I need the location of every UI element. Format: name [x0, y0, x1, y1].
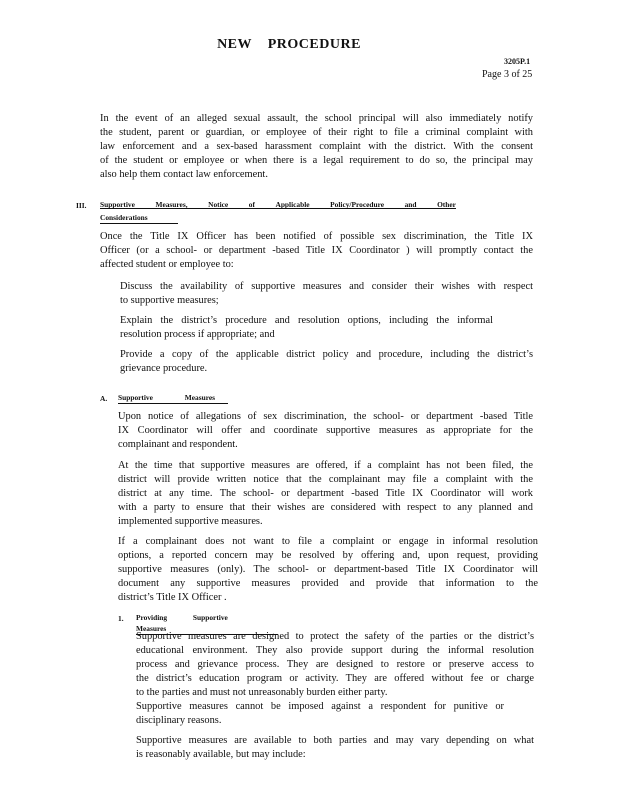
- item-heading: Providing Supportive Measures: [136, 612, 278, 635]
- lead-line: Officer (or a school- or department -based Title IX Coordinator ) will promptly contact the: [100, 245, 533, 256]
- page-title: NEW PROCEDURE: [217, 37, 361, 52]
- subsection-letter: A.: [100, 394, 108, 403]
- subsection-paragraph: At the time that supportive measures are offered, if a complaint has not been filed, the district will provide written notice that the complainant may file a complaint with the district at any time. The school- or department -based Title IX Coordinator will work with a party to ensure that their wishes are considered with respect to any planned and implemented supportive measures.: [118, 460, 533, 527]
- page-number: Page 3 of 25: [482, 69, 533, 80]
- section-heading-word: Notice: [208, 200, 229, 209]
- section-heading-word: of: [248, 200, 255, 209]
- section-heading-word: Measures,: [155, 200, 188, 209]
- section-heading-line2: Considerations: [100, 212, 178, 224]
- section-number: III.: [76, 201, 87, 210]
- lead-line: Once the Title IX Officer has been notified of possible sex discrimination, the Title IX: [100, 231, 533, 242]
- item-paragraph: Supportive measures are available to both parties and may vary depending on what is reasonably available, but may include:: [136, 735, 534, 760]
- section-heading-word: Supportive: [100, 200, 135, 209]
- intro-line: of the student or employee or when there is a legal requirement to do so, the principal may: [100, 155, 533, 166]
- section-heading-word: Policy/Procedure: [330, 200, 385, 209]
- subsection-paragraph: Upon notice of allegations of sex discrimination, the school- or department -based Title IX Coordinator will offer and coordinate supportive measures as appropriate for the complainant and respondent.: [118, 411, 533, 450]
- bullet-item: Discuss the availability of supportive measures and consider their wishes with respect to supportive measures;: [120, 281, 533, 306]
- subsection-paragraph: If a complainant does not want to file a complaint or engage in informal resolution options, a reported concern may be resolved by offering and, upon request, providing supportive measures (only). The school- or department-based Title IX Coordinator will document any supportive measures provided and provide that information to the district’s Title IX Officer .: [118, 536, 538, 603]
- document-number: 3205P.1: [504, 57, 531, 66]
- section-heading-underline: [100, 208, 456, 209]
- intro-paragraph: [100, 112, 533, 182]
- subsection-heading: Supportive Measures: [118, 392, 228, 404]
- item-paragraph: Supportive measures are designed to protect the safety of the parties or the district’s educational environment. They also provide support during the informal resolution process and grievance process. They are designed to restore or preserve access to the district’s education program or activity. They are offered without fee or charge to the parties and must not unreasonably burden either party. Supportive measures cannot be imposed against a respondent for punitive or disciplinary reasons.: [136, 631, 534, 726]
- bullet-item: Provide a copy of the applicable district policy and procedure, including the district’s grievance procedure.: [120, 349, 533, 374]
- item-number: 1.: [118, 614, 124, 623]
- intro-line: law enforcement and a sex-based harassment complaint with the district. With the consent: [100, 141, 533, 152]
- section-lead-paragraph: [100, 230, 533, 272]
- intro-line: also help them contact law enforcement.: [100, 169, 268, 180]
- section-heading-word: Applicable: [275, 200, 310, 209]
- bullet-item: Explain the district’s procedure and resolution options, including the informal resolution process if appropriate; and: [120, 315, 493, 340]
- section-heading-word: and: [404, 200, 417, 209]
- intro-line: In the event of an alleged sexual assault, the school principal will also immediately notify: [100, 113, 533, 124]
- intro-line: the student, parent or guardian, or employee of their right to file a criminal complaint with: [100, 127, 533, 138]
- section-heading-word: Other: [437, 200, 456, 209]
- lead-line: affected student or employee to:: [100, 259, 234, 270]
